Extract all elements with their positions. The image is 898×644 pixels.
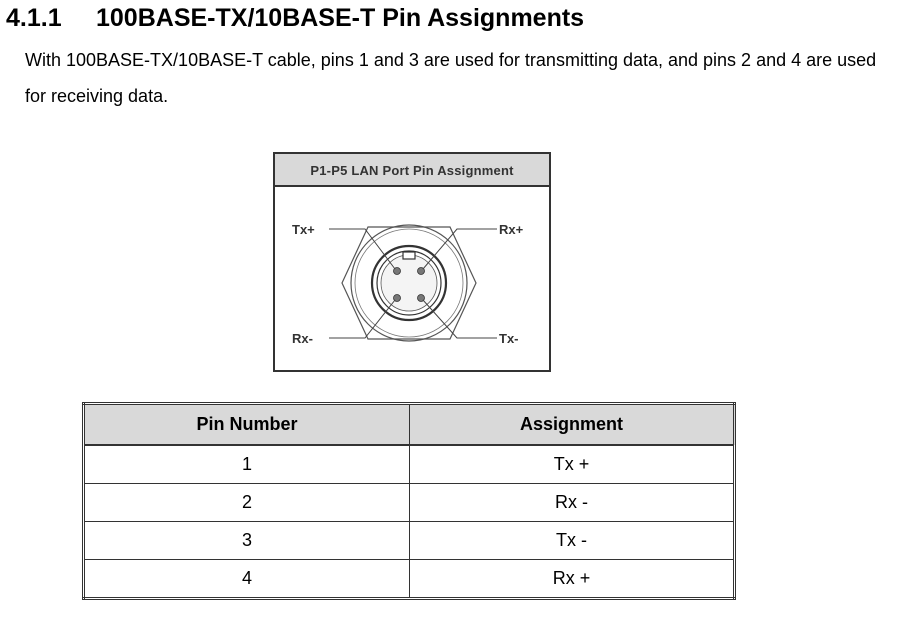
pin-number-cell: 3: [84, 522, 410, 560]
label-top-left: Tx+: [292, 222, 315, 237]
assignment-cell: Rx -: [410, 484, 735, 522]
figure-title: P1-P5 LAN Port Pin Assignment: [275, 154, 549, 187]
label-bottom-left: Rx-: [292, 331, 313, 346]
pin-number-cell: 4: [84, 560, 410, 599]
leader-line-bottom-left: [329, 300, 395, 338]
table-row: [84, 522, 735, 560]
assignment-cell: Tx -: [410, 522, 735, 560]
label-bottom-right: Tx-: [499, 331, 519, 346]
section-title: 100BASE-TX/10BASE-T Pin Assignments: [96, 4, 585, 32]
header-assignment: Assignment: [410, 404, 735, 446]
pin-number-cell: 1: [84, 445, 410, 484]
pin-assignment-table: [82, 402, 736, 600]
table-row: [84, 445, 735, 484]
assignment-cell: Tx +: [410, 445, 735, 484]
description-paragraph: With 100BASE-TX/10BASE-T cable, pins 1 and 3 are used for transmitting data, and pins 2 and 4 are used for receiving data.: [25, 50, 877, 106]
pin-assignment-figure: [273, 152, 551, 372]
leader-line-bottom-right: [423, 300, 497, 338]
pin-number-cell: 2: [84, 484, 410, 522]
table-row: [84, 484, 735, 522]
section-number: 4.1.1: [6, 4, 62, 32]
section-heading: [6, 2, 584, 34]
connector-diagram: [275, 187, 549, 370]
header-pin-number: Pin Number: [84, 404, 410, 446]
table-header-row: [84, 404, 735, 446]
table-row: [84, 560, 735, 599]
assignment-cell: Rx +: [410, 560, 735, 599]
label-top-right: Rx+: [499, 222, 524, 237]
connector-key-notch: [403, 252, 415, 259]
